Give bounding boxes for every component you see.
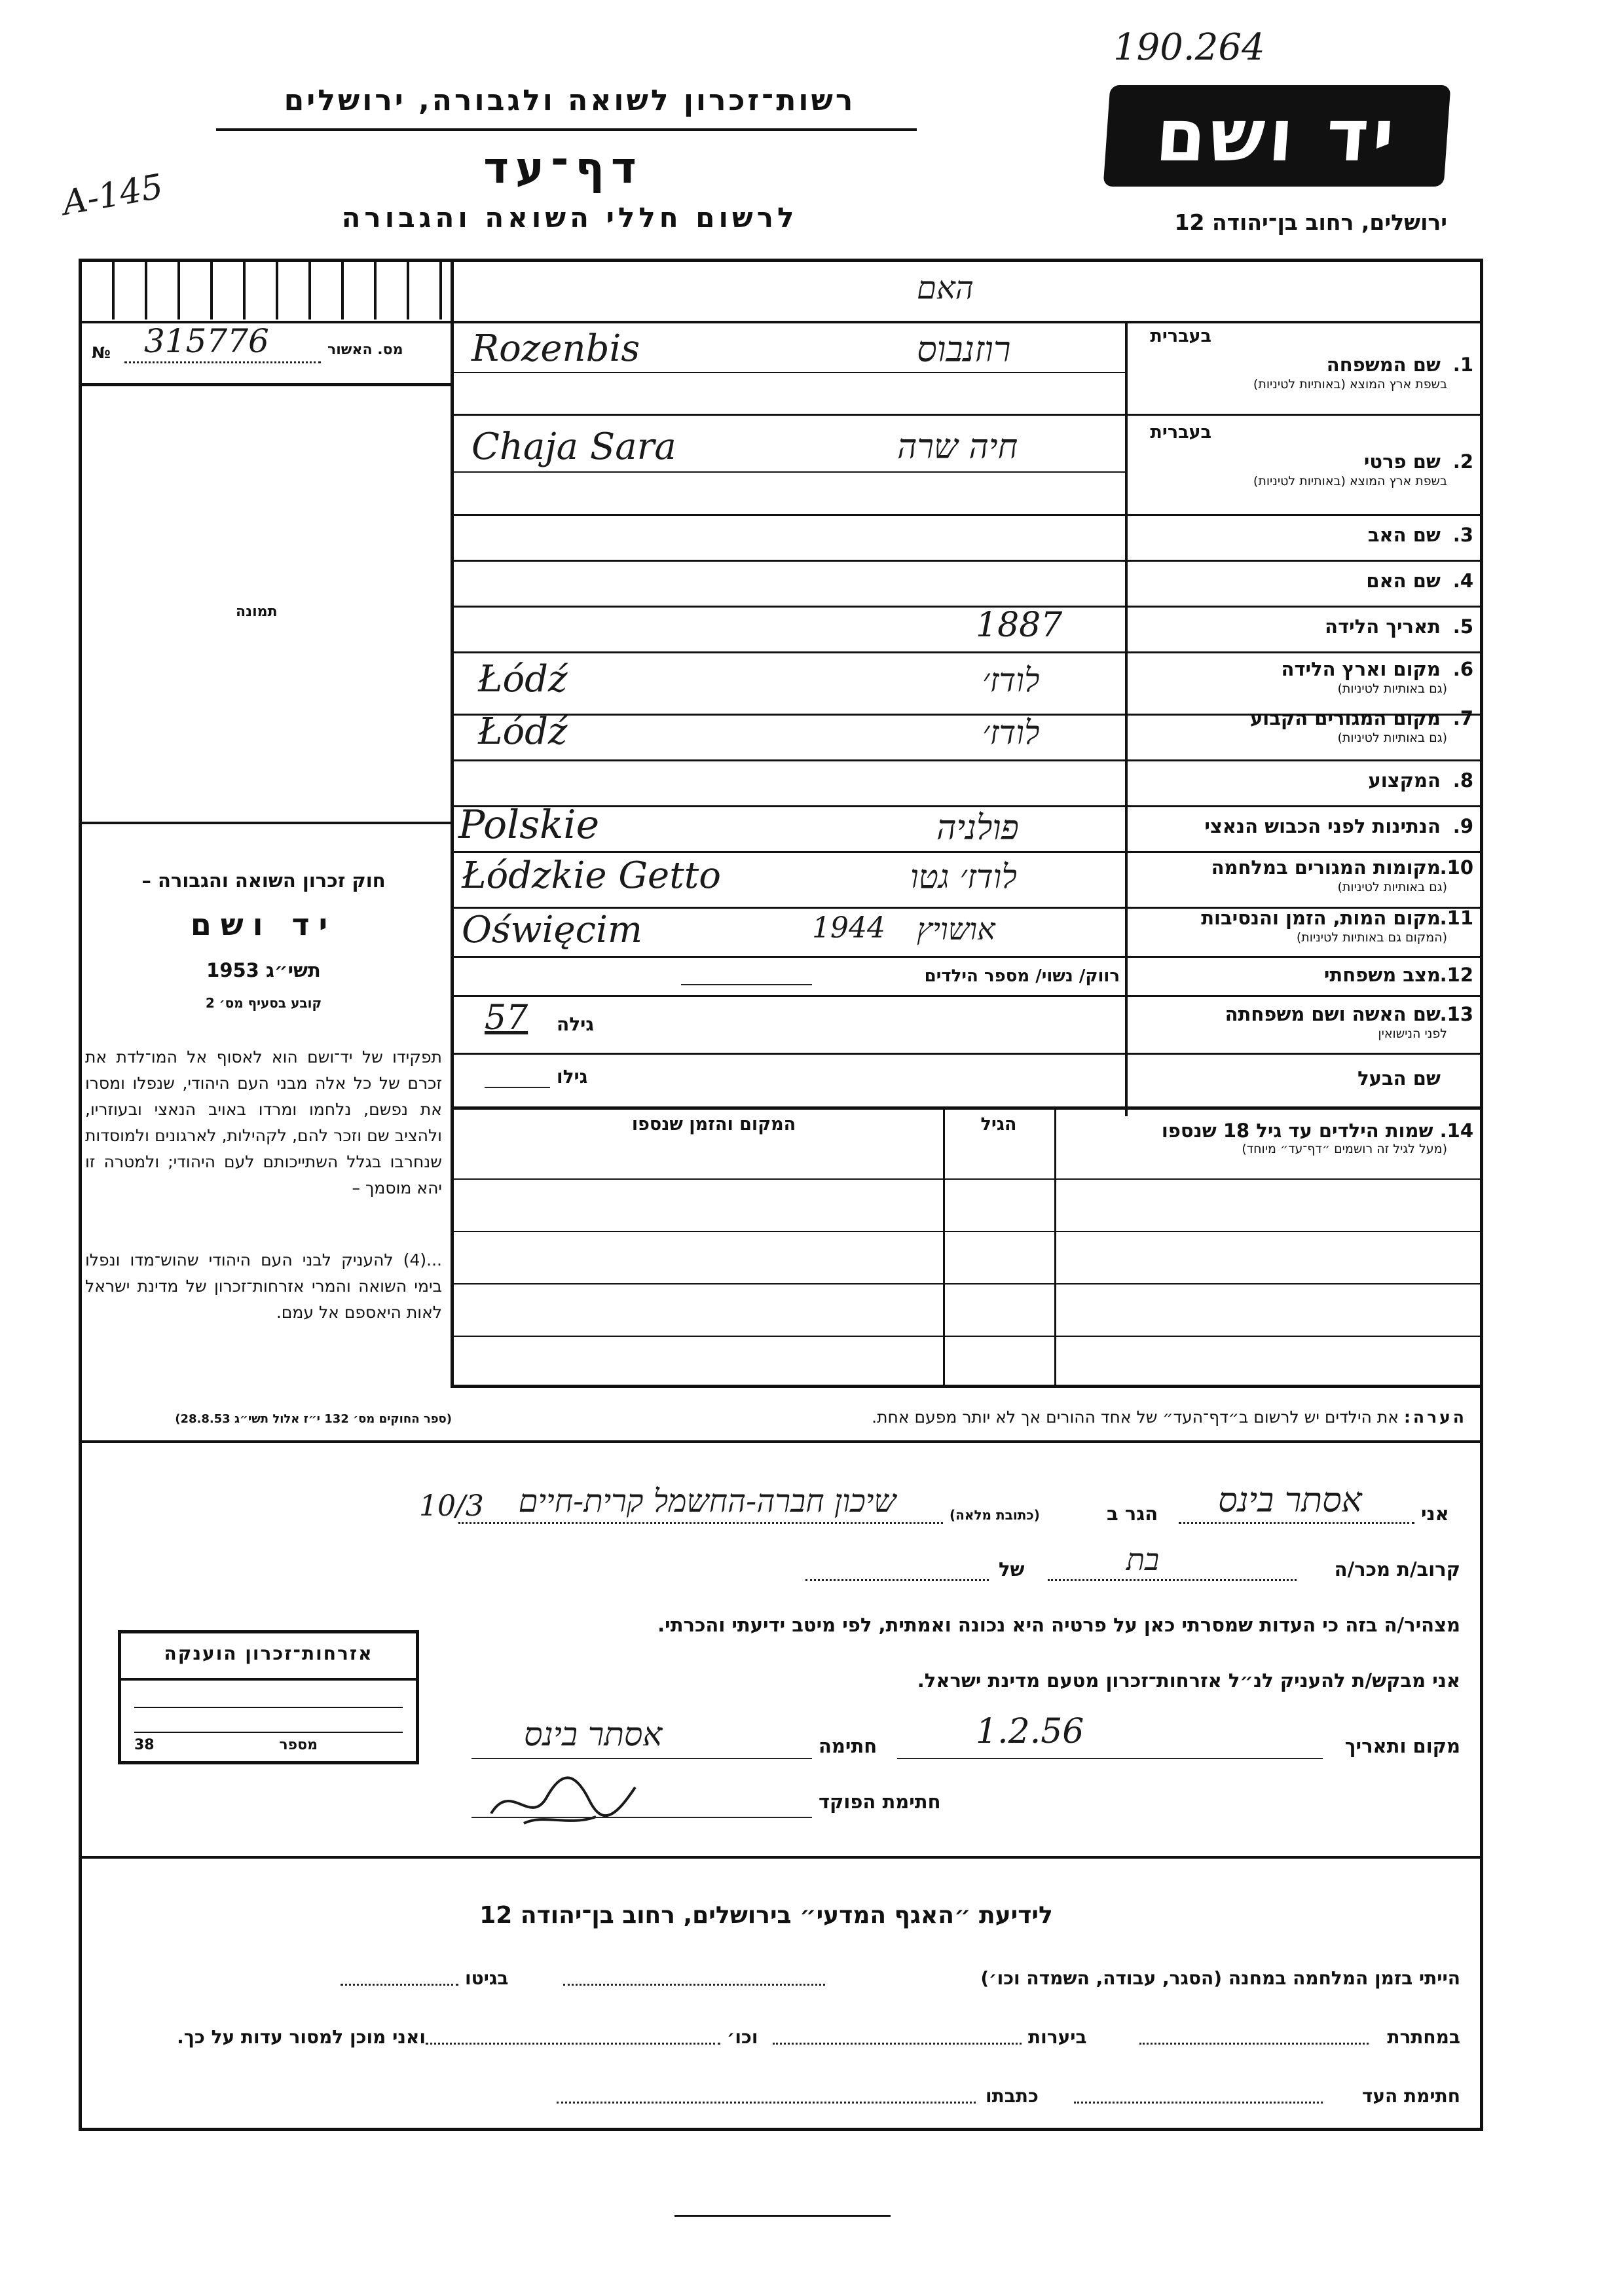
citizenship-box bbox=[118, 1630, 419, 1764]
birth-date: 1887 bbox=[976, 606, 1063, 645]
field-9-label: 9. הנתינות לפני הכבוש הנאצי bbox=[1204, 815, 1473, 837]
address-line bbox=[458, 1522, 943, 1524]
footer-address-label: כתבתו bbox=[986, 2085, 1039, 2107]
note-label: הערה: bbox=[1403, 1408, 1467, 1427]
handwritten-number: 190.264 bbox=[1113, 26, 1265, 69]
date-line bbox=[897, 1758, 1323, 1759]
birthplace-hebrew: לודז׳ bbox=[982, 661, 1040, 699]
children-row-4 bbox=[454, 1336, 1483, 1337]
address-number: 10/3 bbox=[419, 1489, 484, 1523]
birthplace-latin: Łódź bbox=[478, 658, 568, 701]
relation-value: בת bbox=[1126, 1542, 1160, 1577]
death-place-latin: Oświęcim bbox=[462, 909, 643, 951]
row-1b-rule bbox=[454, 414, 1483, 416]
footer-ghetto-label: בגיטו bbox=[465, 1967, 509, 1989]
of-label: של bbox=[999, 1558, 1025, 1580]
document-title: דף־עד bbox=[483, 143, 643, 193]
clerk-signature-line bbox=[471, 1817, 812, 1818]
field-2-label: 2. שם פרטי בשפת ארץ המוצא (באותיות לטיניות) bbox=[1133, 450, 1473, 488]
authority-title: רשות־זכרון לשואה ולגבורה, ירושלים bbox=[284, 84, 856, 117]
field-6-label: 6. מקום וארץ הלידה (גם באותיות לטיניות) bbox=[1133, 658, 1473, 696]
row-5-rule bbox=[454, 651, 1483, 653]
residence-latin: Łódź bbox=[478, 710, 568, 753]
row-3-rule bbox=[454, 560, 1483, 562]
clerk-signature-scribble bbox=[485, 1761, 655, 1833]
archive-prefix: № bbox=[92, 344, 111, 362]
children-label: 14. שמות הילדים עד גיל 18 שנספו (מעל לגיל זה רושמים ״דף־עד״ מיוחד) bbox=[1061, 1120, 1473, 1156]
of-line bbox=[805, 1579, 989, 1581]
witness-name-line bbox=[1179, 1522, 1414, 1524]
nationality-hebrew: פולניה bbox=[936, 809, 1019, 848]
footer-address-line bbox=[557, 2102, 976, 2104]
relative-label: קרוב/ת מכר/ה bbox=[1334, 1558, 1460, 1580]
note-text: את הילדים יש לרשום ב״דף־העד״ של אחד ההורים אך לא יותר מפעם אחת. bbox=[872, 1408, 1399, 1427]
row-2b-rule bbox=[454, 514, 1483, 516]
residence-hebrew: לודז׳ bbox=[982, 714, 1040, 752]
document-subtitle: לרשום חללי השואה והגבורה bbox=[341, 202, 798, 234]
children-col-divider-2 bbox=[1054, 1110, 1056, 1385]
signature-line bbox=[471, 1758, 812, 1759]
field-7-label: 7. מקום המגורים הקבוע (גם באותיות לטיניות) bbox=[1133, 707, 1473, 745]
footer-ghetto-line bbox=[341, 1984, 458, 1986]
field-7-note: (גם באותיות לטיניות) bbox=[1337, 731, 1447, 745]
citizenship-box-title-rule bbox=[121, 1678, 416, 1681]
field-3-label: 3. שם האב bbox=[1367, 524, 1473, 546]
row-heading-rule bbox=[451, 321, 1483, 323]
note-top-rule bbox=[454, 1385, 1483, 1388]
yad-vashem-logo bbox=[1103, 85, 1451, 187]
firstname-latin: Chaja Sara bbox=[471, 426, 676, 468]
field-8-label: 8. המקצוע bbox=[1368, 769, 1473, 792]
field-1-label: 1. שם המשפחה בשפת ארץ המוצא (באותיות לטיניות) bbox=[1133, 354, 1473, 392]
footer-witness-signature-label: חתימת העד bbox=[1361, 2085, 1460, 2107]
citizenship-box-line-2 bbox=[134, 1732, 403, 1733]
law-body-2: ...(4) להעניק לבני העם היהודי שהוש־מדו ונפלו בימי השואה והמרי אזרחות־זכרון של מדינת ישראל לאות היאספם אל עמם. bbox=[85, 1250, 442, 1322]
footer-underground-label: במחתרת bbox=[1387, 2026, 1460, 2048]
law-clause: קובע בסעיף מס׳ 2 bbox=[205, 995, 322, 1011]
row-8-rule bbox=[454, 805, 1483, 807]
field-6-note: (גם באותיות לטיניות) bbox=[1337, 682, 1447, 696]
resident-label: הגר ב bbox=[1107, 1503, 1158, 1525]
header-rule bbox=[216, 128, 917, 131]
row-2a-rule bbox=[454, 471, 1125, 473]
clerk-signature-label: חתימת הפוקד bbox=[819, 1791, 941, 1813]
law-body: תפקידו של יד־ושם הוא לאסוף אל המו־לדת את זכרם של כל אלה מבני העם היהודי, שנפלו ומסרו את נפשם, נלחמו ומרדו באויב הנאצי ובעוזריו, ולהציב שם וזכר להם, לקהילות, לארגונים ולמוסדות שנחרבו בגלל השתייכותם לעם היהודי; ולמטרה זו יהא מוסמך – bbox=[85, 1048, 442, 1197]
archive-bottom-rule bbox=[79, 383, 451, 386]
footer-forests-label: ביערות bbox=[1028, 2026, 1087, 2048]
citizenship-box-line-1 bbox=[134, 1707, 403, 1708]
logo-text: יד ושם bbox=[1153, 94, 1401, 177]
children-col-divider-1 bbox=[943, 1110, 945, 1385]
witness-name: אסתר בינס bbox=[1218, 1481, 1362, 1520]
footer-underground-line bbox=[1139, 2043, 1369, 2045]
children-age-header: הגיל bbox=[980, 1114, 1017, 1135]
husband-age-line bbox=[485, 1087, 550, 1088]
field-11-label: 11. מקום המות, הזמן והנסיבות (המקום גם באותיות לטיניות) bbox=[1133, 907, 1473, 945]
footer-etc-line bbox=[426, 2043, 720, 2045]
footer-ready-label: ואני מוכן למסור עדות על כך. bbox=[177, 2026, 426, 2048]
footer-section-rule bbox=[79, 1856, 1483, 1859]
children-row-1 bbox=[454, 1178, 1483, 1180]
place-date-label: מקום ותאריך bbox=[1344, 1735, 1460, 1757]
row-9-rule bbox=[454, 851, 1483, 853]
photo-bottom-rule bbox=[79, 822, 451, 824]
archive-number: 315776 bbox=[144, 322, 269, 360]
nationality-latin: Polskie bbox=[458, 802, 600, 848]
row-13-rule bbox=[454, 1053, 1483, 1055]
field-2-note: בשפת ארץ המוצא (באותיות לטיניות) bbox=[1253, 474, 1447, 488]
row-husband-rule bbox=[454, 1106, 1483, 1110]
stripe-cells bbox=[82, 262, 449, 319]
field-13-label: 13. שם האשה ושם משפחתה לפני הנישואין bbox=[1133, 1003, 1473, 1041]
declaration-i-label: אני bbox=[1421, 1503, 1449, 1525]
col-hebrew-label-2: בעברית bbox=[1150, 422, 1211, 443]
declaration-statement-2: אני מבקש/ת להעניק לנ״ל אזרחות־זכרון מטעם מדינת ישראל. bbox=[917, 1669, 1460, 1692]
heading-handwritten: האם bbox=[917, 270, 974, 306]
field-10-note: (גם באותיות לטיניות) bbox=[1337, 880, 1447, 894]
footer-forests-line bbox=[773, 2043, 1022, 2045]
death-place-hebrew: אושויץ bbox=[917, 911, 995, 947]
archive-number-line bbox=[124, 361, 321, 363]
address-value: שיכון חברה-החשמל קרית-חיים bbox=[518, 1483, 896, 1520]
wartime-residence-hebrew: לודז׳ גטו bbox=[910, 858, 1017, 896]
left-column-divider bbox=[451, 259, 454, 1388]
footer-etc-label: וכו׳ bbox=[727, 2026, 758, 2048]
page-bottom-mark bbox=[674, 2215, 891, 2217]
husband-label: שם הבעל bbox=[1357, 1067, 1441, 1089]
photo-label: תמונה bbox=[236, 604, 278, 620]
field-1-note: בשפת ארץ המוצא (באותיות לטיניות) bbox=[1253, 377, 1447, 392]
children-note: (מעל לגיל זה רושמים ״דף־עד״ מיוחד) bbox=[1242, 1142, 1447, 1156]
death-year: 1944 bbox=[812, 911, 885, 945]
footer-line-1: הייתי בזמן המלחמה במחנה (הסגר, עבודה, השמדה וכו׳) bbox=[980, 1967, 1460, 1989]
date-value: 1.2.56 bbox=[976, 1712, 1084, 1751]
surname-latin: Rozenbis bbox=[471, 327, 640, 370]
marital-line bbox=[681, 984, 812, 985]
field-13-note: לפני הנישואין bbox=[1378, 1027, 1447, 1041]
wartime-residence-latin: Łódzkie Getto bbox=[462, 854, 721, 897]
signature-value: אסתר בינס bbox=[524, 1715, 663, 1753]
row-11-rule bbox=[454, 956, 1483, 958]
col-hebrew-label-1: בעברית bbox=[1150, 326, 1211, 346]
note-bottom-rule bbox=[79, 1440, 1483, 1443]
note-row bbox=[458, 1408, 1467, 1427]
law-year: תשי״ג 1953 bbox=[206, 959, 321, 981]
full-address-note: (כתובת מלאה) bbox=[950, 1507, 1040, 1523]
field-4-label: 4. שם האם bbox=[1366, 570, 1473, 592]
row-4-rule bbox=[454, 606, 1483, 608]
law-title: חוק זכרון השואה והגבורה – bbox=[141, 869, 386, 892]
row-7-rule bbox=[454, 759, 1483, 761]
relation-line bbox=[1048, 1579, 1297, 1581]
law-reference: (ספר החוקים מס׳ 132 י״ז אלול תשי״ג 28.8.53) bbox=[175, 1412, 452, 1426]
row-1a-rule bbox=[454, 372, 1125, 373]
children-row-2 bbox=[454, 1231, 1483, 1232]
field-12-label: 12. מצב משפחתי bbox=[1323, 964, 1473, 986]
law-name: יד ושם bbox=[190, 907, 337, 942]
row-12-rule bbox=[454, 995, 1483, 997]
footer-camp-line bbox=[563, 1984, 825, 1986]
children-row-3 bbox=[454, 1283, 1483, 1285]
declaration-statement-1: מצהיר/ה בזה כי העדות שמסרתי כאן על פרטיה היא נכונה ואמתית, לפי מיטב ידיעתי והכרתי. bbox=[657, 1614, 1460, 1636]
address-line: ירושלים, רחוב בן־יהודה 12 bbox=[1174, 210, 1447, 235]
citizenship-box-title: אזרחות־זכרון הוענקה bbox=[164, 1643, 373, 1664]
signature-label: חתימה bbox=[819, 1735, 877, 1757]
field-10-label: 10. מקומות המגורים במלחמה (גם באותיות לטיניות) bbox=[1133, 856, 1473, 894]
wife-age-label: גילה bbox=[557, 1013, 594, 1035]
surname-hebrew: רוזנבוס bbox=[917, 329, 1011, 370]
archive-label: מס. האשור bbox=[327, 342, 403, 358]
children-place-header: המקום והזמן שנספו bbox=[631, 1114, 796, 1135]
citizenship-number-suffix: 38 bbox=[134, 1737, 155, 1753]
field-11-note: (המקום גם באותיות לטיניות) bbox=[1296, 930, 1447, 945]
firstname-hebrew: חיה שרה bbox=[897, 428, 1018, 467]
marital-options: רווק/ נשוי/ מספר הילדים bbox=[924, 966, 1120, 986]
citizenship-number-label: מספר bbox=[279, 1737, 318, 1753]
footer-title: לידיעת ״האגף המדעי״ בירושלים, רחוב בן־יהודה 12 bbox=[479, 1902, 1053, 1929]
wife-age-value: 57 bbox=[485, 998, 528, 1038]
field-5-label: 5. תאריך הלידה bbox=[1325, 615, 1473, 638]
footer-witness-signature-line bbox=[1074, 2102, 1323, 2104]
margin-note: A-145 bbox=[59, 167, 166, 223]
husband-age-label: גילו bbox=[557, 1066, 588, 1087]
